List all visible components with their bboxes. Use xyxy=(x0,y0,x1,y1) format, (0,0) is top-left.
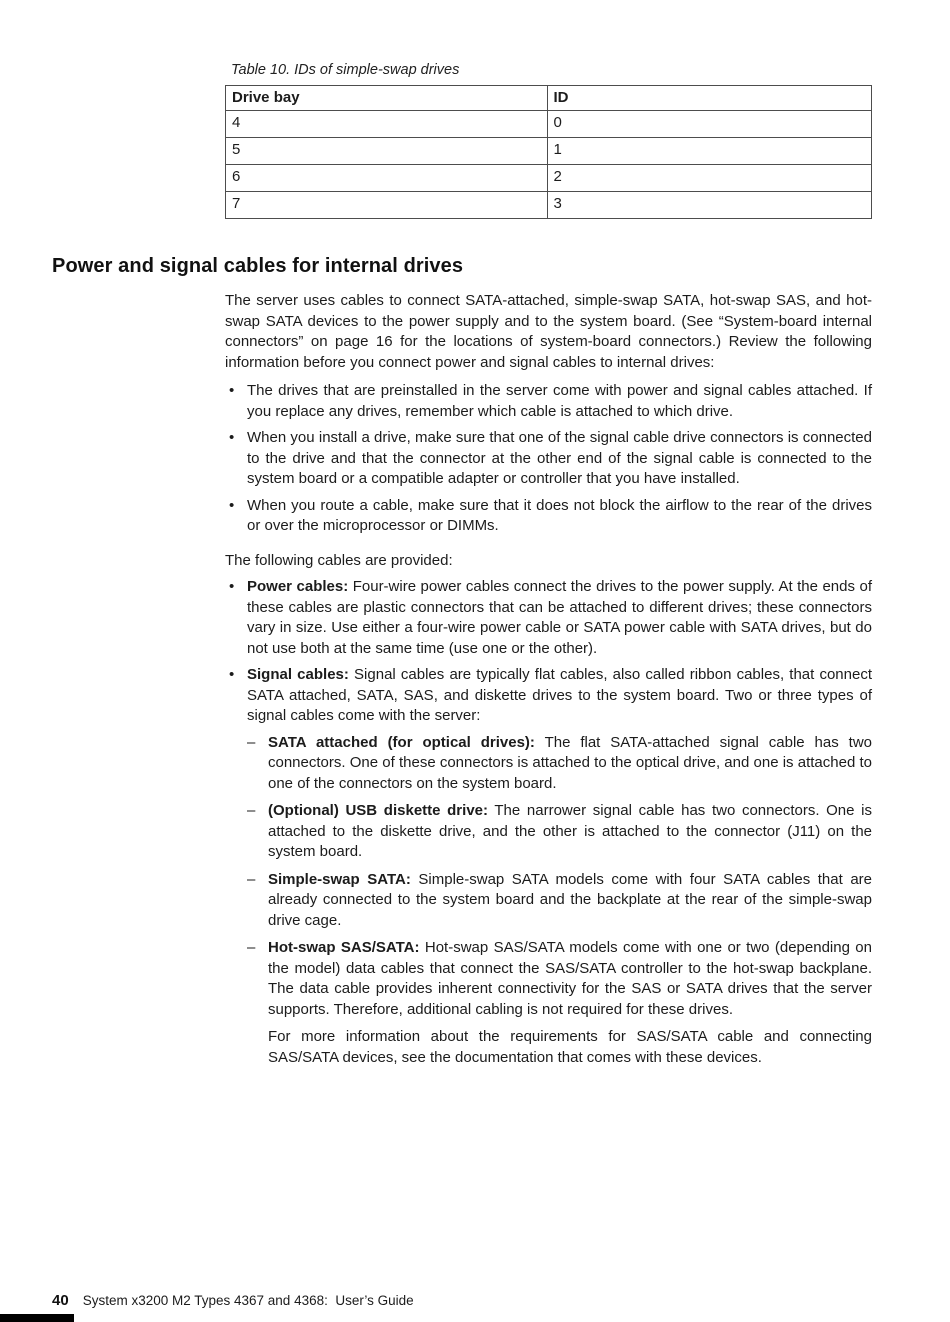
cell-id: 1 xyxy=(547,138,871,165)
cell-drive-bay: 7 xyxy=(226,192,548,219)
sublist-text: The narrower signal cable has two connectors. One is attached to the diskette drive, and the other is attached to the connector (J11) on the system board. xyxy=(268,802,872,860)
cell-id: 2 xyxy=(547,165,871,192)
bullet-lead: Power cables: xyxy=(247,578,349,595)
section-heading: Power and signal cables for internal drives xyxy=(52,255,464,277)
cell-drive-bay: 4 xyxy=(226,111,548,138)
page-number: 40 xyxy=(52,1292,69,1309)
list-item-route-cable xyxy=(225,496,872,537)
list-item-install-drive xyxy=(225,428,872,490)
sublist-followup-paragraph: For more information about the requirements for SAS/SATA cable and connecting SAS/SATA devices, see the documentation that comes with these devices. xyxy=(268,1028,872,1066)
sublist-text: The flat SATA-attached signal cable has two connectors. One of these connectors is attached to the optical drive, and one is attached to one of the connectors on the system board. xyxy=(268,733,873,792)
cell-id: 0 xyxy=(547,111,871,138)
cell-drive-bay: 5 xyxy=(226,138,548,165)
bullet-icon: • xyxy=(229,666,235,683)
intro-paragraph: The server uses cables to connect SATA-attached, simple-swap SATA, hot-swap SAS, and hot-swap SATA devices to the power supply and to the system board. (See “System-board internal connectors” on page 16 for the locations of system-board connectors.) Review the following information before you connect power and signal cables to internal drives: xyxy=(225,292,872,371)
bullet-text: When you install a drive, make sure that one of the signal cable drive connectors is connected to the drive and that the connector at the other end of the signal cable is connected to the system board or a compatible adapter or controller that you have installed. xyxy=(247,429,872,487)
dash-icon: – xyxy=(247,733,256,751)
drive-id-table xyxy=(225,85,872,219)
scan-edge-artifact xyxy=(0,1314,74,1322)
table-header-row xyxy=(226,86,872,111)
dash-icon: – xyxy=(247,870,256,888)
list-item-preinstalled-drives xyxy=(225,381,872,422)
sublist-item-usb-diskette xyxy=(247,801,872,863)
table-header-id: ID xyxy=(547,86,871,111)
sublist-lead: SATA attached (for optical drives): xyxy=(268,733,535,751)
body-column xyxy=(225,291,872,1068)
cell-id: 3 xyxy=(547,192,871,219)
sublist-text: Simple-swap SATA models come with four SATA cables that are already connected to the system board and the backplate at the rear of the simple-swap drive cage. xyxy=(268,870,872,929)
list-item-signal-cables xyxy=(225,665,872,1068)
table-row xyxy=(226,138,872,165)
table-header-drive-bay: Drive bay xyxy=(226,86,548,111)
bullet-lead: Signal cables: xyxy=(247,666,349,683)
sublist-lead: Simple-swap SATA: xyxy=(268,870,411,888)
cables-provided-paragraph: The following cables are provided: xyxy=(225,551,453,569)
bullet-icon: • xyxy=(229,382,235,399)
sublist-item-sata-attached xyxy=(247,733,872,795)
dash-icon: – xyxy=(247,939,256,956)
bullet-text: Four-wire power cables connect the drives to the power supply. At the ends of these cables are plastic connectors that can be attached to different drives; these connectors vary in size. Use either a four-wire power cable or SATA power cable with SATA drives, but do not use both at the same time (use one or the other). xyxy=(247,578,872,657)
sublist-lead: Hot-swap SAS/SATA: xyxy=(268,939,420,956)
bullet-text: Signal cables are typically flat cables, also called ribbon cables, that connect SATA attached, SATA, SAS, and diskette drives to the system board. Two or three types of signal cables come with the server: xyxy=(247,666,872,724)
bullet-icon: • xyxy=(229,578,235,595)
page-footer xyxy=(52,1292,414,1309)
table-row xyxy=(226,165,872,192)
bullet-text: The drives that are preinstalled in the server come with power and signal cables attached. If you replace any drives, remember which cable is attached to which drive. xyxy=(247,382,872,420)
cell-drive-bay: 6 xyxy=(226,165,548,192)
table-caption: Table 10. IDs of simple-swap drives xyxy=(231,62,460,78)
sublist-text: Hot-swap SAS/SATA models come with one or two (depending on the model) data cables that connect the SAS/SATA controller to the hot-swap backplane. The data cable provides inherent connectivity for the SAS or SATA drives that the server supports. Therefore, additional cabling is not required for these drives. xyxy=(268,939,872,1018)
footer-title: System x3200 M2 Types 4367 and 4368: User’s Guide xyxy=(82,1293,414,1308)
list-item-power-cables xyxy=(225,577,872,659)
sublist-item-hot-swap-sas-sata xyxy=(247,938,872,1020)
dash-icon: – xyxy=(247,802,256,819)
sublist-item-simple-swap-sata xyxy=(247,870,872,932)
signal-cable-sublist xyxy=(247,733,872,1069)
bullet-text: When you route a cable, make sure that it does not block the airflow to the rear of the drives or over the microprocessor or DIMMs. xyxy=(247,496,872,534)
document-page xyxy=(0,62,950,1322)
bullet-icon: • xyxy=(229,429,235,446)
table-row xyxy=(226,192,872,219)
sublist-lead: (Optional) USB diskette drive: xyxy=(268,802,488,819)
bullet-icon: • xyxy=(229,496,235,514)
table-row xyxy=(226,111,872,138)
